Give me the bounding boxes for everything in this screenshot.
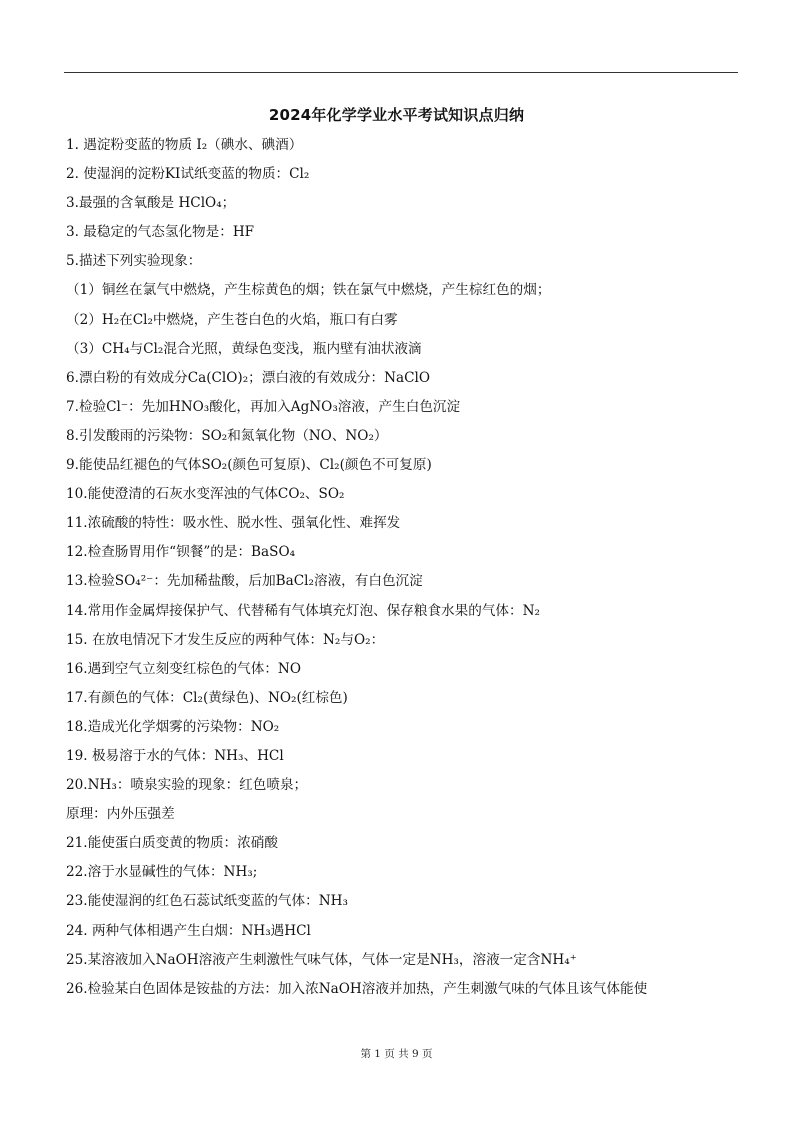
list-item: 15. 在放电情况下才发生反应的两种气体：N₂与O₂：: [66, 631, 385, 648]
page-title: 2024年化学学业水平考试知识点归纳: [268, 106, 525, 124]
list-item: 7.检验Cl⁻：先加HNO₃酸化，再加入AgNO₃溶液，产生白色沉淀: [66, 398, 461, 415]
list-item: 原理：内外压强差: [66, 806, 175, 823]
list-item: 1. 遇淀粉变蓝的物质 I₂（碘水、碘酒）: [66, 137, 303, 153]
list-item: 24. 两种气体相遇产生白烟：NH₃遇HCl: [66, 922, 311, 939]
header-rule: [64, 72, 738, 73]
list-item: 10.能使澄清的石灰水变浑浊的气体CO₂、SO₂: [66, 486, 345, 503]
list-item: 9.能使品红褪色的气体SO₂(颜色可复原)、Cl₂(颜色不可复原): [66, 457, 432, 474]
list-item: （2）H₂在Cl₂中燃烧，产生苍白色的火焰，瓶口有白雾: [66, 311, 398, 328]
list-item: （1）铜丝在氯气中燃烧，产生棕黄色的烟；铁在氯气中燃烧，产生棕红色的烟；: [66, 282, 551, 299]
list-item: 6.漂白粉的有效成分Ca(ClO)₂；漂白液的有效成分：NaClO: [66, 369, 431, 386]
list-item: 12.检查肠胃用作“钡餐”的是：BaSO₄: [66, 544, 296, 561]
list-item: 22.溶于水显碱性的气体：NH₃;: [66, 864, 258, 881]
list-item: 19. 极易溶于水的气体：NH₃、HCl: [66, 747, 284, 764]
list-item: 13.检验SO₄²⁻：先加稀盐酸，后加BaCl₂溶液，有白色沉淀: [66, 573, 423, 590]
list-item: 20.NH₃：喷泉实验的现象：红色喷泉；: [66, 777, 308, 794]
list-item: 8.引发酸雨的污染物：SO₂和氮氧化物（NO、NO₂）: [66, 427, 388, 444]
list-item: 2. 使湿润的淀粉KI试纸变蓝的物质：Cl₂: [66, 166, 310, 183]
list-item: 21.能使蛋白质变黄的物质：浓硝酸: [66, 835, 278, 852]
list-item: 5.描述下列实验现象：: [66, 253, 202, 270]
list-item: 18.造成光化学烟雾的污染物：NO₂: [66, 718, 280, 735]
list-item: 17.有颜色的气体：Cl₂(黄绿色)、NO₂(红棕色): [66, 689, 348, 706]
page-footer: 第 1 页 共 9 页: [360, 1048, 433, 1060]
list-item: 3.最强的含氧酸是 HClO₄；: [66, 195, 236, 212]
list-item: 25.某溶液加入NaOH溶液产生刺激性气味气体，气体一定是NH₃，溶液一定含NH₄⁺: [66, 951, 577, 968]
list-item: 14.常用作金属焊接保护气、代替稀有气体填充灯泡、保存粮食水果的气体：N₂: [66, 602, 540, 619]
list-item: 23.能使湿润的红色石蕊试纸变蓝的气体：NH₃: [66, 893, 348, 910]
knowledge-list: [66, 131, 756, 1004]
list-item: 3. 最稳定的气态氢化物是：HF: [66, 224, 255, 241]
list-item: 16.遇到空气立刻变红棕色的气体：NO: [66, 660, 301, 677]
list-item: 11.浓硫酸的特性：吸水性、脱水性、强氧化性、难挥发: [66, 515, 401, 532]
list-item: 26.检验某白色固体是铵盐的方法：加入浓NaOH溶液并加热，产生刺激气味的气体且该气体能使: [66, 980, 648, 997]
list-item: （3）CH₄与Cl₂混合光照，黄绿色变浅，瓶内壁有油状液滴: [66, 340, 422, 357]
